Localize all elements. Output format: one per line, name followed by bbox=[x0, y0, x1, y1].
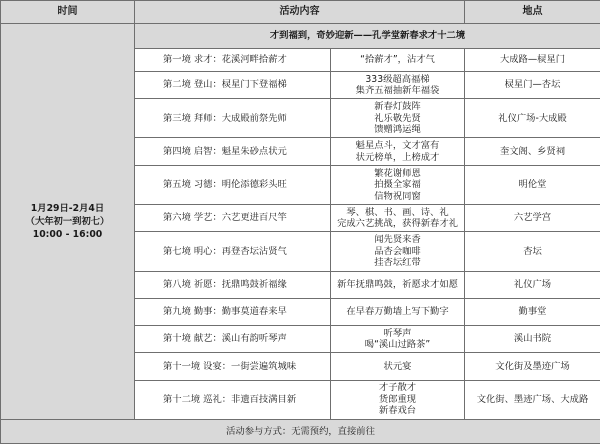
activity-line: 状元宴 bbox=[383, 360, 412, 372]
activity-cell bbox=[331, 99, 465, 138]
activity-line: “拾薪才”，沾才气 bbox=[360, 54, 435, 66]
activity-line: 拍摄全家福 bbox=[374, 179, 421, 191]
stage-name: 第七境 明心：再登杏坛沾贤气 bbox=[135, 232, 331, 271]
table-header-row bbox=[1, 1, 600, 24]
activity-line: 新年抚鼎鸣鼓，祈愿求才如愿 bbox=[337, 278, 458, 290]
activity-cell bbox=[331, 49, 465, 72]
participation-note: 活动参与方式：无需预约，直接前往 bbox=[1, 419, 600, 443]
stage-name: 第四境 启智：魁星朱砂点状元 bbox=[135, 138, 331, 165]
location-cell: 六艺学宫 bbox=[465, 204, 600, 231]
location-cell: 明伦堂 bbox=[465, 165, 600, 204]
stage-name: 第八境 祈愿：抚鼎鸣鼓祈福缘 bbox=[135, 271, 331, 298]
stage-name: 第五境 习德：明伦添德彩头旺 bbox=[135, 165, 331, 204]
activity-line: 在早春万勤墙上写下勤字 bbox=[346, 306, 449, 318]
stage-name: 第十一境 设宴：一街尝遍筑城味 bbox=[135, 353, 331, 380]
location-cell: 文化街、墨迹广场、大成路 bbox=[465, 380, 600, 419]
location-cell: 礼仪广场-大成殿 bbox=[465, 99, 600, 138]
location-cell: 杏坛 bbox=[465, 232, 600, 271]
header-content: 活动内容 bbox=[135, 1, 465, 24]
activity-line: 挂杏坛红带 bbox=[374, 257, 421, 269]
stage-name: 第二境 登山：棂星门下登福梯 bbox=[135, 71, 331, 98]
activity-cell bbox=[331, 380, 465, 419]
activity-cell bbox=[331, 353, 465, 380]
activity-cell bbox=[331, 138, 465, 165]
stage-name: 第六境 学艺：六艺更进百尺竿 bbox=[135, 204, 331, 231]
activity-cell bbox=[331, 71, 465, 98]
activity-line: 集齐五福抽新年福袋 bbox=[355, 85, 440, 97]
activity-line: 货郎重现 bbox=[378, 393, 417, 405]
activity-cell bbox=[331, 204, 465, 231]
location-cell: 礼仪广场 bbox=[465, 271, 600, 298]
location-cell: 溪山书院 bbox=[465, 326, 600, 353]
stage-name: 第十境 献艺：溪山有韵听琴声 bbox=[135, 326, 331, 353]
location-cell: 大成路—棂星门 bbox=[465, 49, 600, 72]
activity-cell bbox=[331, 271, 465, 298]
activity-cell bbox=[331, 298, 465, 325]
activity-line: 新春灯鼓阵 bbox=[374, 101, 421, 113]
activity-line: 品杏会咖啡 bbox=[374, 245, 421, 257]
activity-cell bbox=[331, 165, 465, 204]
activity-line: 听琴声 bbox=[383, 327, 412, 339]
location-cell: 奎文阁、乡贤祠 bbox=[465, 138, 600, 165]
time-date: 1月29日-2月4日 bbox=[30, 202, 105, 214]
activity-line: 喝“溪山过路茶” bbox=[364, 339, 431, 351]
activity-line: 新春戏台 bbox=[378, 405, 417, 417]
activity-line: 闻先贤来香 bbox=[374, 234, 421, 246]
stage-name: 第一境 求才：花溪河畔拾薪才 bbox=[135, 49, 331, 72]
footer-row bbox=[1, 419, 600, 443]
time-cell bbox=[1, 23, 135, 419]
activity-line: 333级超高福梯 bbox=[365, 73, 430, 85]
location-cell: 棂星门—杏坛 bbox=[465, 71, 600, 98]
activity-cell bbox=[331, 326, 465, 353]
stage-name: 第十二境 巡礼：非遗百技满目新 bbox=[135, 380, 331, 419]
location-cell: 文化街及墨迹广场 bbox=[465, 353, 600, 380]
header-location: 地点 bbox=[465, 1, 600, 24]
location-cell: 勤事堂 bbox=[465, 298, 600, 325]
activity-line: 繁花谢师恩 bbox=[374, 167, 421, 179]
activity-cell bbox=[331, 232, 465, 271]
activity-line: 状元榜单，上榜成才 bbox=[355, 151, 440, 163]
activity-line: 信物祝同窗 bbox=[374, 190, 421, 202]
header-time: 时间 bbox=[1, 1, 135, 24]
activity-line: 琴、棋、书、画、诗、礼 bbox=[346, 206, 449, 218]
banner-row bbox=[1, 23, 600, 48]
activity-line: 礼乐敬先贤 bbox=[374, 112, 421, 124]
time-lunar: （大年初一到初七） bbox=[25, 215, 110, 227]
stage-name: 第九境 勤事：勤事莫道春来早 bbox=[135, 298, 331, 325]
banner-title: 才到福到，奇妙迎新——孔学堂新春求才十二境 bbox=[135, 23, 600, 48]
time-hours: 10:00 - 16:00 bbox=[32, 228, 103, 240]
activity-line: 魁星点斗，文才富有 bbox=[355, 140, 440, 152]
activity-line: 才子散才 bbox=[378, 382, 417, 394]
activity-line: 完成六艺挑战，获得新春才礼 bbox=[337, 218, 458, 230]
stage-name: 第三境 拜师：大成殿前祭先师 bbox=[135, 99, 331, 138]
activity-line: 馈赠鸿运绳 bbox=[374, 124, 421, 136]
